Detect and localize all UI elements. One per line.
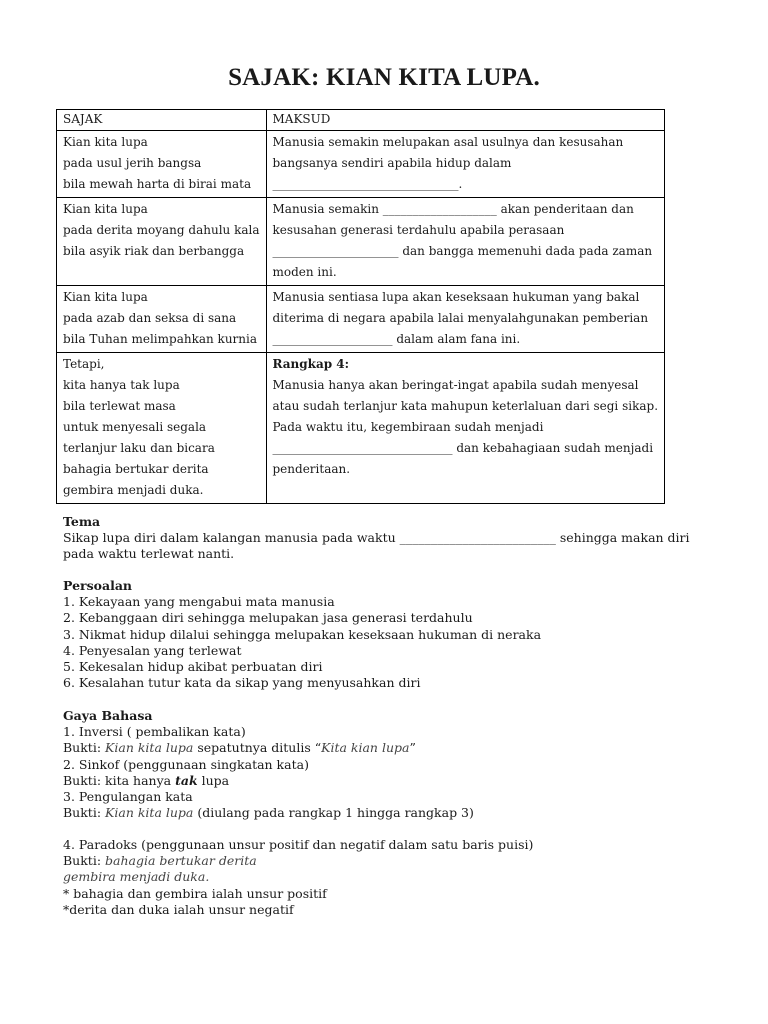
sajak-line: Kian kita lupa (63, 202, 148, 216)
table-row (57, 198, 665, 286)
bukti-example: gembira menjadi duka. (63, 869, 210, 885)
bukti-example: tak (175, 772, 198, 788)
sajak-line: kita hanya tak lupa (63, 378, 180, 392)
sajak-line: bila Tuhan melimpahkan kurnia (63, 332, 258, 346)
bukti-paradoks (63, 853, 713, 869)
gaya-item-pengulangan: 3. Pengulangan kata (63, 789, 193, 805)
sajak-line: Kian kita lupa (63, 290, 148, 304)
maksud-cell (266, 131, 665, 198)
sajak-cell (57, 353, 267, 504)
gaya-item-sinkof: 2. Sinkof (penggunaan singkatan kata) (63, 756, 309, 772)
maksud-line: kesusahan generasi terdahulu apabila perasaan (272, 223, 565, 237)
bukti-example: Kian kita lupa (105, 740, 194, 756)
table-row (57, 286, 665, 353)
rangkap-heading: Rangkap 4: (272, 357, 350, 371)
bukti-example: Kita kian lupa (321, 740, 410, 756)
maksud-line: bangsanya sendiri apabila hidup dalam (272, 156, 512, 170)
gaya-bahasa-section (63, 708, 713, 821)
sajak-line: pada usul jerih bangsa (63, 156, 202, 170)
list-item: 4. Penyesalan yang terlewat (63, 642, 242, 658)
bukti-text: sepatutnya ditulis “ (193, 740, 322, 756)
list-item: 3. Nikmat hidup dilalui sehingga melupakan keseksaan hukuman di neraka (63, 626, 542, 642)
header-sajak: SAJAK (57, 110, 267, 131)
sajak-cell (57, 198, 267, 286)
gaya-item-inversi: 1. Inversi ( pembalikan kata) (63, 724, 246, 740)
sajak-cell (57, 286, 267, 353)
list-item: 6. Kesalahan tutur kata da sikap yang menyusahkan diri (63, 675, 421, 691)
sajak-line: untuk menyesali segala (63, 420, 207, 434)
maksud-line: ____________________ dalam alam fana ini. (272, 332, 521, 346)
bukti-label: Bukti: kita hanya (63, 772, 176, 788)
note-positif: * bahagia dan gembira ialah unsur positif (63, 885, 327, 901)
bukti-text: (diulang pada rangkap 1 hingga rangkap 3) (193, 805, 474, 821)
sajak-line: pada derita moyang dahulu kala (63, 223, 260, 237)
sajak-cell (57, 131, 267, 198)
sajak-line: pada azab dan seksa di sana (63, 311, 237, 325)
maksud-line: atau sudah terlanjur kata mahupun keterlaluan dari segi sikap. (272, 399, 659, 413)
sajak-line: bila mewah harta di birai mata (63, 177, 252, 191)
maksud-cell (266, 286, 665, 353)
sajak-line: bahagia bertukar derita (63, 462, 209, 476)
bukti-example: bahagia bertukar derita (105, 853, 257, 869)
maksud-line: moden ini. (272, 265, 337, 279)
sajak-line: bila terlewat masa (63, 399, 176, 413)
list-item: 2. Kebanggaan diri sehingga melupakan jasa generasi terdahulu (63, 610, 473, 626)
bukti-inversi (63, 740, 713, 756)
tema-section (63, 514, 713, 563)
maksud-line: ______________________________ dan kebahagiaan sudah menjadi (272, 441, 654, 455)
table-row (57, 131, 665, 198)
persoalan-section (63, 578, 713, 691)
maksud-line: _____________________ dan bangga memenuhi dada pada zaman (272, 244, 653, 258)
poem-table (56, 109, 665, 504)
gaya-bahasa-heading: Gaya Bahasa (63, 708, 153, 723)
maksud-line: Manusia semakin melupakan asal usulnya dan kesusahan (272, 135, 624, 149)
maksud-line: _______________________________. (272, 177, 463, 191)
maksud-line: Manusia sentiasa lupa akan keseksaan hukuman yang bakal (272, 290, 640, 304)
table-row (57, 353, 665, 504)
sajak-line: terlanjur laku dan bicara (63, 441, 215, 455)
sajak-line: Tetapi, (63, 357, 105, 371)
bukti-pengulangan (63, 805, 713, 821)
bukti-label: Bukti: (63, 805, 106, 821)
bukti-sinkof (63, 773, 713, 789)
sajak-line: Kian kita lupa (63, 135, 148, 149)
maksud-line: Pada waktu itu, kegembiraan sudah menjadi (272, 420, 544, 434)
maksud-line: Manusia semakin ___________________ akan penderitaan dan (272, 202, 634, 216)
bukti-label: Bukti: (63, 740, 106, 756)
document-title: SAJAK: KIAN KITA LUPA. (228, 64, 540, 91)
persoalan-heading: Persoalan (63, 578, 133, 593)
list-item: 1. Kekayaan yang mengabui mata manusia (63, 594, 335, 610)
table-header-row (57, 110, 665, 131)
paradoks-section (63, 837, 713, 918)
tema-heading: Tema (63, 514, 101, 529)
bukti-label: Bukti: (63, 853, 106, 869)
sajak-line: gembira menjadi duka. (63, 483, 204, 497)
note-negatif: *derita dan duka ialah unsur negatif (63, 901, 294, 917)
bukti-text: ” (409, 740, 416, 756)
maksud-line: penderitaan. (272, 462, 351, 476)
bukti-example: Kian kita lupa (105, 805, 194, 821)
list-item: 5. Kekesalan hidup akibat perbuatan diri (63, 659, 323, 675)
maksud-line: Manusia hanya akan beringat-ingat apabila sudah menyesal (272, 378, 639, 392)
bukti-text: lupa (197, 772, 230, 788)
maksud-line: diterima di negara apabila lalai menyalahgunakan pemberian (272, 311, 649, 325)
header-maksud: MAKSUD (266, 110, 665, 131)
maksud-cell (266, 353, 665, 504)
sajak-line: bila asyik riak dan berbangga (63, 244, 245, 258)
maksud-cell (266, 198, 665, 286)
gaya-item-paradoks: 4. Paradoks (penggunaan unsur positif dan negatif dalam satu baris puisi) (63, 837, 534, 852)
tema-text: Sikap lupa diri dalam kalangan manusia pada waktu _________________________ sehingga makan diri pada waktu terlewat nanti. (63, 530, 690, 562)
